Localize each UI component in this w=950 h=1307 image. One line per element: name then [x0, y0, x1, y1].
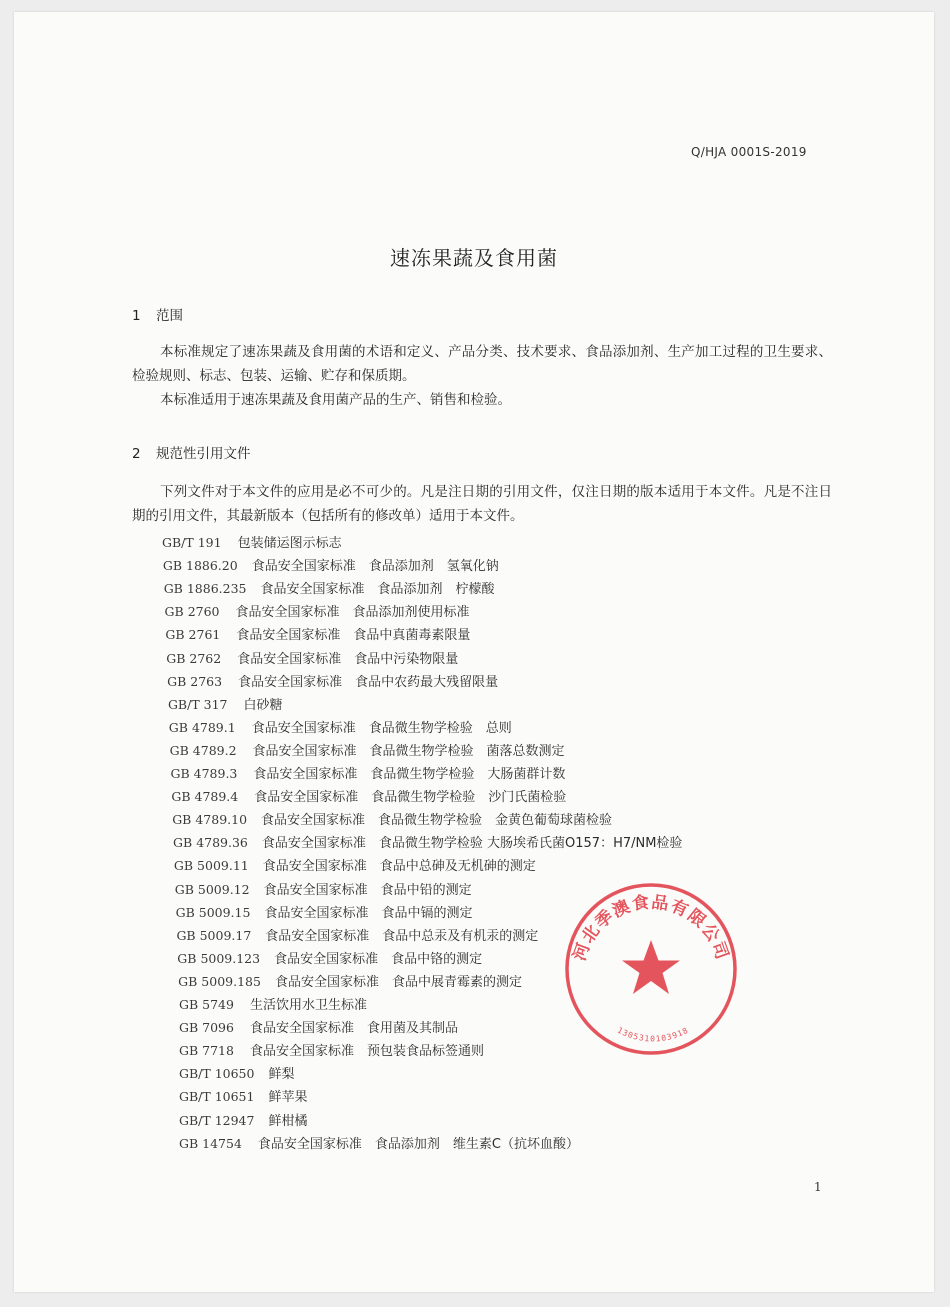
company-seal — [560, 878, 742, 1060]
document-code: Q/HJA 0001S-2019 — [691, 145, 807, 159]
reference-title: 食品安全国家标准 食品微生物学检验 大肠菌群计数 — [253, 767, 566, 782]
reference-code: GB 14754 — [179, 1135, 242, 1151]
reference-item — [179, 1017, 458, 1036]
reference-code: GB 4789.2 — [169, 742, 237, 758]
reference-title: 食品安全国家标准 食品中真菌毒素限量 — [236, 628, 471, 644]
section-title: 规范性引用文件 — [156, 446, 251, 462]
reference-title: 食品安全国家标准 食品微生物学检验 菌落总数测定 — [252, 743, 565, 759]
reference-item — [179, 1040, 484, 1059]
reference-code: GB 4789.1 — [168, 719, 236, 735]
reference-title: 鲜梨 — [268, 1067, 295, 1083]
reference-code: GB 2760 — [164, 604, 220, 620]
reference-item — [179, 1133, 579, 1152]
reference-code: GB 7096 — [179, 1020, 234, 1036]
reference-title: 食品安全国家标准 预包装食品标签通则 — [249, 1044, 484, 1060]
reference-title: 食品安全国家标准 食品中总砷及无机砷的测定 — [262, 859, 536, 875]
reference-item — [172, 809, 612, 828]
reference-item — [169, 717, 512, 736]
reference-code: GB 5009.12 — [174, 881, 250, 897]
reference-code: GB 2761 — [165, 627, 221, 643]
seal-number: 1305310103918 — [615, 1025, 691, 1044]
reference-title: 食品安全国家标准 食品添加剂 柠檬酸 — [260, 582, 495, 598]
reference-title: 食品安全国家标准 食用菌及其制品 — [249, 1021, 458, 1037]
reference-title: 鲜苹果 — [268, 1090, 308, 1106]
reference-item — [173, 832, 682, 851]
reference-item — [164, 578, 495, 597]
reference-title: 鲜柑橘 — [268, 1113, 308, 1129]
reference-item — [165, 601, 470, 620]
reference-code: GB 5009.185 — [178, 973, 261, 989]
scope-paragraph: 本标准规定了速冻果蔬及食用菌的术语和定义、产品分类、技术要求、食品添加剂、生产加工过程的卫生要求、检验规则、标志、包装、运输、贮存和保质期。 — [132, 344, 832, 384]
section-number: 2 — [132, 446, 141, 462]
reference-item — [176, 925, 538, 944]
reference-item — [179, 1110, 307, 1129]
reference-item — [179, 1086, 307, 1105]
page-number: 1 — [814, 1180, 822, 1194]
reference-title: 食品安全国家标准 食品中农药最大残留限量 — [238, 674, 499, 690]
reference-title: 白砂糖 — [243, 697, 283, 713]
section-title: 范围 — [156, 308, 183, 324]
reference-title: 食品安全国家标准 食品添加剂 氢氧化钠 — [251, 559, 499, 575]
reference-title: 食品安全国家标准 食品微生物学检验 金黄色葡萄球菌检验 — [261, 813, 613, 829]
reference-item — [178, 971, 522, 990]
reference-code: GB/T 10650 — [179, 1066, 255, 1082]
reference-code: GB 4789.36 — [173, 835, 248, 851]
reference-title: 食品安全国家标准 食品添加剂使用标准 — [235, 605, 470, 621]
reference-title: 食品安全国家标准 食品微生物学检验 总则 — [251, 720, 512, 736]
reference-item — [163, 555, 499, 574]
references-intro-paragraph: 下列文件对于本文件的应用是必不可少的。凡是注日期的引用文件，仅注日期的版本适用于本文件。凡是不注日期的引用文件，其最新版本（包括所有的修改单）适用于本文件。 — [132, 484, 832, 524]
reference-item — [168, 694, 283, 713]
seal-company-name: 河北季澳食品有限公司 — [569, 892, 733, 964]
reference-code: GB 5009.17 — [176, 927, 252, 943]
reference-item — [177, 948, 482, 967]
reference-code: GB 7718 — [179, 1043, 234, 1059]
scope-applicability-paragraph: 本标准适用于速冻果蔬及食用菌产品的生产、销售和检验。 — [160, 392, 511, 408]
reference-code: GB 5009.123 — [177, 950, 261, 966]
reference-title: 食品安全国家标准 食品添加剂 维生素C（抗坏血酸） — [257, 1136, 579, 1152]
reference-item — [179, 1063, 294, 1082]
section-heading-scope — [132, 304, 183, 324]
reference-code: GB 4789.10 — [172, 812, 248, 828]
reference-item — [165, 624, 470, 643]
reference-title: 生活饮用水卫生标准 — [249, 998, 367, 1013]
reference-code: GB/T 10651 — [179, 1089, 255, 1105]
reference-item — [167, 671, 498, 690]
reference-code: GB/T 317 — [167, 696, 228, 712]
reference-item — [174, 855, 536, 874]
reference-code: GB 5009.15 — [175, 904, 251, 920]
reference-title: 食品安全国家标准 食品中铬的测定 — [274, 951, 483, 967]
reference-title: 食品安全国家标准 食品中展青霉素的测定 — [274, 974, 522, 990]
document-title: 速冻果蔬及食用菌 — [390, 246, 558, 270]
reference-item — [175, 879, 472, 898]
reference-title: 包装储运图示标志 — [237, 536, 342, 551]
reference-item — [162, 532, 342, 551]
reference-title: 食品安全国家标准 食品中污染物限量 — [237, 651, 459, 667]
section-number: 1 — [132, 308, 141, 324]
reference-title: 食品安全国家标准 食品中总汞及有机汞的测定 — [265, 928, 539, 944]
reference-item — [170, 740, 565, 759]
seal-star-icon — [622, 940, 680, 994]
section-heading-references — [132, 442, 251, 462]
reference-title: 食品安全国家标准 食品中铅的测定 — [263, 882, 472, 898]
document-page — [14, 12, 934, 1292]
reference-item — [176, 902, 473, 921]
reference-code: GB 4789.3 — [170, 766, 238, 781]
reference-item — [171, 786, 566, 805]
reference-item — [171, 763, 566, 782]
reference-code: GB 2763 — [167, 673, 223, 689]
reference-title: 食品安全国家标准 食品中镉的测定 — [264, 905, 473, 921]
reference-code: GB 5749 — [179, 997, 234, 1012]
reference-code: GB 5009.11 — [173, 858, 249, 874]
reference-code: GB/T 12947 — [179, 1112, 255, 1128]
reference-item — [179, 994, 367, 1013]
reference-title: 食品安全国家标准 食品微生物学检验 沙门氏菌检验 — [254, 790, 567, 806]
reference-title: 食品安全国家标准 食品微生物学检验 大肠埃希氏菌O157：H7/NM检验 — [261, 836, 683, 852]
reference-code: GB 4789.4 — [171, 789, 239, 805]
reference-code: GB 1886.235 — [163, 581, 247, 597]
reference-code: GB 1886.20 — [162, 558, 238, 574]
reference-code: GB/T 191 — [162, 535, 222, 550]
reference-item — [166, 648, 458, 667]
reference-code: GB 2762 — [166, 650, 222, 666]
